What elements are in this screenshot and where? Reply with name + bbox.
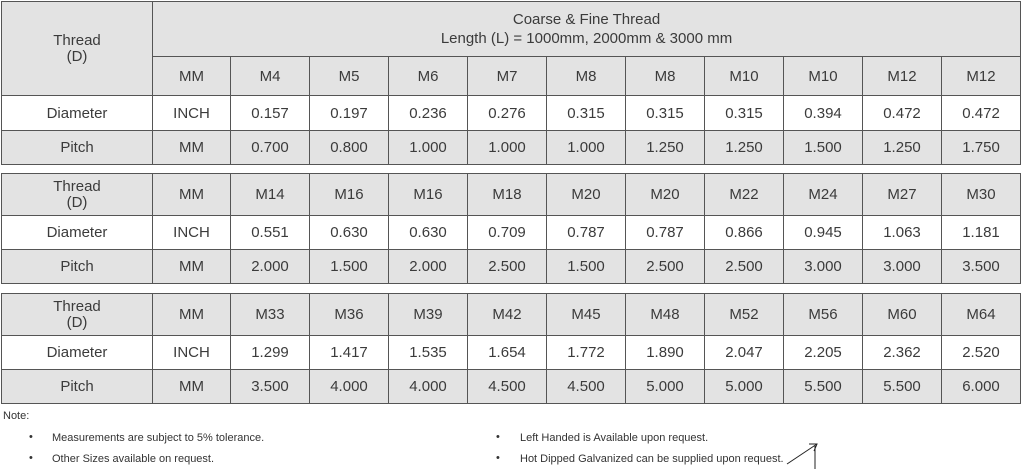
value-cell: 3.000 [863,250,942,284]
value-cell: 0.709 [468,216,547,250]
value-cell: 2.000 [231,250,310,284]
unit-cell: MM [153,131,231,165]
thread-label: Thread [53,297,101,315]
value-cell: 5.500 [784,370,863,404]
value-cell: 1.250 [863,131,942,165]
value-cell: 1.000 [389,131,468,165]
value-cell: 0.700 [231,131,310,165]
note-item: Left Handed is Available upon request. [520,432,709,444]
value-cell: 1.500 [310,250,389,284]
value-cell: 1.417 [310,336,389,370]
size-cell: M45 [547,294,626,336]
value-cell: 0.945 [784,216,863,250]
bullet-icon: • [496,452,500,464]
size-cell: M20 [626,174,705,216]
size-cell: MM [153,174,231,216]
size-cell: M14 [231,174,310,216]
value-cell: 0.866 [705,216,784,250]
size-cell: M8 [547,57,626,96]
value-cell: 3.000 [784,250,863,284]
size-cell: M36 [310,294,389,336]
note-label: Note: [3,410,30,422]
row-label: Diameter [2,96,153,131]
thread-label: Thread [53,32,101,49]
value-cell: 2.205 [784,336,863,370]
value-cell: 0.787 [547,216,626,250]
value-cell: 1.500 [784,131,863,165]
size-cell: M5 [310,57,389,96]
row-label: Pitch [2,370,153,404]
value-cell: 0.157 [231,96,310,131]
value-cell: 4.500 [547,370,626,404]
thread-header-cell [2,294,153,336]
thread-table-3 [1,293,1021,404]
size-cell: M56 [784,294,863,336]
value-cell: 2.500 [626,250,705,284]
size-cell: M10 [705,57,784,96]
row-label: Diameter [2,336,153,370]
value-cell: 1.772 [547,336,626,370]
unit-cell: INCH [153,96,231,131]
value-cell: 5.000 [705,370,784,404]
size-cell: M18 [468,174,547,216]
value-cell: 2.047 [705,336,784,370]
size-cell: M30 [942,174,1021,216]
value-cell: 1.063 [863,216,942,250]
table-title-cell [153,2,1021,57]
size-cell: M24 [784,174,863,216]
size-cell: MM [153,57,231,96]
row-label: Pitch [2,250,153,284]
value-cell: 5.500 [863,370,942,404]
bullet-icon: • [496,431,500,443]
value-cell: 0.630 [389,216,468,250]
size-cell: M12 [863,57,942,96]
diameter-row [2,216,1021,250]
table-title: Coarse & Fine Thread [512,11,661,28]
size-cell: M6 [389,57,468,96]
value-cell: 0.197 [310,96,389,131]
thread-label: Thread [53,177,101,195]
row-label: Diameter [2,216,153,250]
value-cell: 0.315 [705,96,784,131]
value-cell: 0.394 [784,96,863,131]
size-cell: M39 [389,294,468,336]
diameter-row [2,336,1021,370]
unit-cell: INCH [153,336,231,370]
value-cell: 1.250 [626,131,705,165]
pitch-row [2,370,1021,404]
value-cell: 0.472 [942,96,1021,131]
size-cell: M48 [626,294,705,336]
value-cell: 0.472 [863,96,942,131]
size-cell: M22 [705,174,784,216]
value-cell: 0.236 [389,96,468,131]
value-cell: 1.000 [547,131,626,165]
size-cell: M8 [626,57,705,96]
size-cell: M33 [231,294,310,336]
size-row [2,174,1021,216]
size-cell: M60 [863,294,942,336]
value-cell: 3.500 [942,250,1021,284]
size-cell: M16 [310,174,389,216]
value-cell: 0.630 [310,216,389,250]
value-cell: 1.750 [942,131,1021,165]
value-cell: 0.800 [310,131,389,165]
size-cell: M4 [231,57,310,96]
diameter-row [2,96,1021,131]
size-row [2,294,1021,336]
value-cell: 1.535 [389,336,468,370]
value-cell: 2.520 [942,336,1021,370]
size-cell: M64 [942,294,1021,336]
size-row [2,57,1021,96]
size-cell: M10 [784,57,863,96]
value-cell: 0.315 [626,96,705,131]
size-cell: MM [153,294,231,336]
value-cell: 1.890 [626,336,705,370]
value-cell: 1.299 [231,336,310,370]
thread-sub-label: (D) [66,193,88,211]
size-cell: M27 [863,174,942,216]
value-cell: 2.362 [863,336,942,370]
value-cell: 4.000 [389,370,468,404]
note-item: Other Sizes available on request. [52,453,215,465]
size-cell: M7 [468,57,547,96]
bullet-icon: • [29,452,33,464]
note-item: Hot Dipped Galvanized can be supplied upon request. [520,453,784,465]
thread-header-cell [2,2,153,96]
value-cell: 0.276 [468,96,547,131]
value-cell: 2.000 [389,250,468,284]
value-cell: 3.500 [231,370,310,404]
unit-cell: MM [153,250,231,284]
size-cell: M16 [389,174,468,216]
value-cell: 4.000 [310,370,389,404]
value-cell: 0.315 [547,96,626,131]
pitch-row [2,250,1021,284]
value-cell: 1.500 [547,250,626,284]
value-cell: 4.500 [468,370,547,404]
value-cell: 2.500 [705,250,784,284]
size-cell: M12 [942,57,1021,96]
pitch-row [2,131,1021,165]
pointer-arrow-icon [785,436,825,470]
unit-cell: INCH [153,216,231,250]
note-item: Measurements are subject to 5% tolerance. [52,432,265,444]
value-cell: 0.787 [626,216,705,250]
table-subtitle: Length (L) = 1000mm, 2000mm & 3000 mm [440,30,733,47]
value-cell: 1.000 [468,131,547,165]
thread-sub-label: (D) [66,48,88,65]
value-cell: 1.250 [705,131,784,165]
value-cell: 1.654 [468,336,547,370]
thread-sub-label: (D) [66,313,88,331]
value-cell: 0.551 [231,216,310,250]
value-cell: 2.500 [468,250,547,284]
size-cell: M52 [705,294,784,336]
row-label: Pitch [2,131,153,165]
bullet-icon: • [29,431,33,443]
value-cell: 6.000 [942,370,1021,404]
value-cell: 5.000 [626,370,705,404]
thread-table-1 [1,1,1021,165]
unit-cell: MM [153,370,231,404]
thread-header-cell [2,174,153,216]
thread-table-2 [1,173,1021,284]
size-cell: M42 [468,294,547,336]
size-cell: M20 [547,174,626,216]
value-cell: 1.181 [942,216,1021,250]
